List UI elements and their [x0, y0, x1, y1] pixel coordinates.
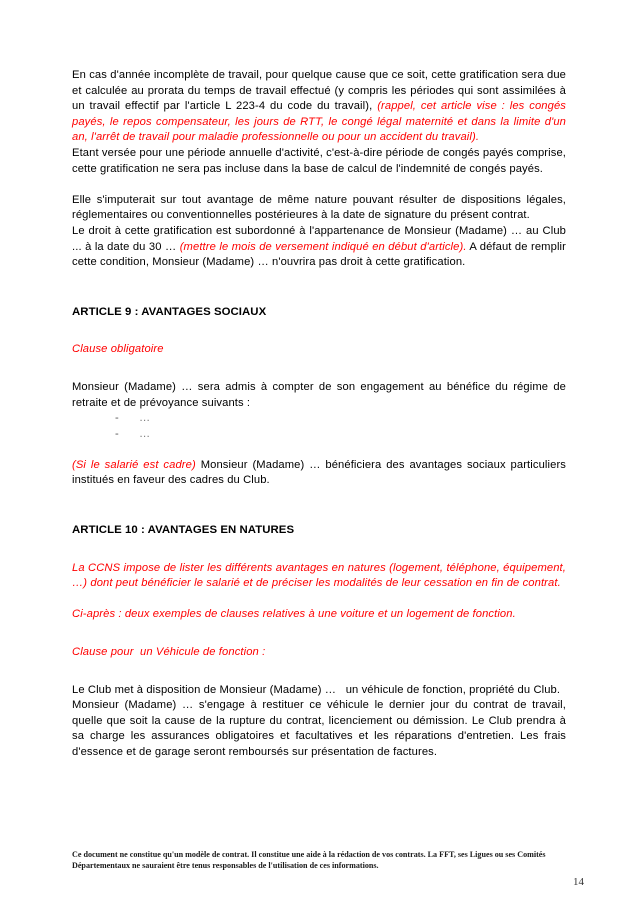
paragraph-periode-annuelle: Etant versée pour une période annuelle d'activité, c'est-à-dire période de congés payés comprise, cette gratification ne sera pas incluse dans la base de calcul de l'indemnité de congés payés.	[72, 146, 566, 175]
heading-article-9: ARTICLE 9 : AVANTAGES SOCIAUX	[72, 305, 267, 318]
list-item	[72, 411, 566, 427]
spacer	[72, 661, 566, 683]
page-number: 14	[573, 876, 584, 888]
list-dash: -	[115, 412, 119, 425]
paragraph-ccns-avantages-natures: La CCNS impose de lister les différents avantages en natures (logement, téléphone, équipement, …) dont peut bénéficier le salarié et de préciser les modalités de leur cessation en fin de contrat.	[72, 561, 566, 590]
paragraph-text-black-lead: Le droit à cette gratification est subordonné à l'appartenance de Monsieur (Madame) … au Club ... à la date du 30 …	[72, 224, 566, 253]
spacer	[72, 539, 566, 561]
footer-disclaimer: Ce document ne constitue qu'un modèle de contrat. Il constitue une aide à la rédaction de vos contrats. La FFT, ses Ligues ou ses Comités Départementaux ne sauraient être tenus responsables de l'utilisation de ces informations.	[72, 850, 546, 871]
list-item	[72, 427, 566, 443]
document-body	[72, 68, 566, 761]
paragraph-imputation-avantage: Elle s'imputerait sur tout avantage de même nature pouvant résulter de dispositions légales, réglementaires ou conventionnelles postérieures à la date de signature du présent contrat.	[72, 193, 566, 222]
paragraph-ci-apres-exemples: Ci-après : deux exemples de clauses relatives à une voiture et un logement de fonction.	[72, 608, 516, 621]
list-placeholder: …	[139, 412, 151, 425]
paragraph-vehicule-restitution: Monsieur (Madame) … s'engage à restituer ce véhicule le dernier jour du contrat de travail, quelle que soit la cause de la rupture du contrat, licenciement ou démission. Le Club prendra à sa charge les assurances obligatoires et facultatives et les réparations d'entretien. Les frais d'essence et de garage seront remboursés sur présentation de factures.	[72, 699, 566, 758]
list-placeholder: …	[139, 427, 151, 440]
paragraph-text-red-annotation: (mettre le mois de versement indiqué en début d'article).	[179, 240, 467, 253]
paragraph-vehicule-mise-a-disposition: Le Club met à disposition de Monsieur (Madame) … un véhicule de fonction, propriété du Club.	[72, 683, 561, 696]
spacer	[72, 442, 566, 458]
spacer	[72, 320, 566, 342]
paragraph-text-black: En cas d'année incomplète de travail, pour quelque cause que ce soit, cette gratification sera due et calculée au prorata du temps de travail effectué (y compris les périodes qui sont assimilées à un travail effectif par l'article L 223-4 du code du travail),	[72, 69, 566, 113]
paragraph-regime-retraite: Monsieur (Madame) … sera admis à compter de son engagement au bénéfice du régime de retraite et de prévoyance suivants :	[72, 380, 566, 409]
heading-article-10: ARTICLE 10 : AVANTAGES EN NATURES	[72, 524, 295, 537]
paragraph-gratification-prorata	[72, 68, 566, 146]
paragraph-text-red-annotation: (rappel, cet article vise : les congés payés, le repos compensateur, les jours de RTT, le congé légal maternité et dans la limite d'un an, l'arrêt de travail pour maladie professionnelle ou pour un accident du travail).	[72, 100, 566, 144]
paragraph-text-black: Monsieur (Madame) … bénéficiera des avantages sociaux particuliers institués en faveur des cadres du Club.	[72, 458, 566, 487]
spacer	[72, 358, 566, 380]
clause-label-vehicule-fonction: Clause pour un Véhicule de fonction :	[72, 646, 266, 659]
spacer	[72, 271, 566, 305]
paragraph-text-red-condition: (Si le salarié est cadre)	[72, 458, 196, 471]
paragraph-droit-gratification	[72, 224, 566, 271]
spacer	[72, 592, 566, 608]
paragraph-cadre-avantages	[72, 458, 566, 489]
spacer	[72, 489, 566, 523]
spacer	[72, 177, 566, 193]
list-regimes	[72, 411, 566, 442]
spacer	[72, 623, 566, 645]
paragraph-text-black-tail: A défaut de remplir cette condition, Monsieur (Madame) … n'ouvrira pas droit à cette gratification.	[72, 240, 566, 269]
clause-label-article-9: Clause obligatoire	[72, 343, 164, 356]
list-dash: -	[115, 427, 119, 440]
